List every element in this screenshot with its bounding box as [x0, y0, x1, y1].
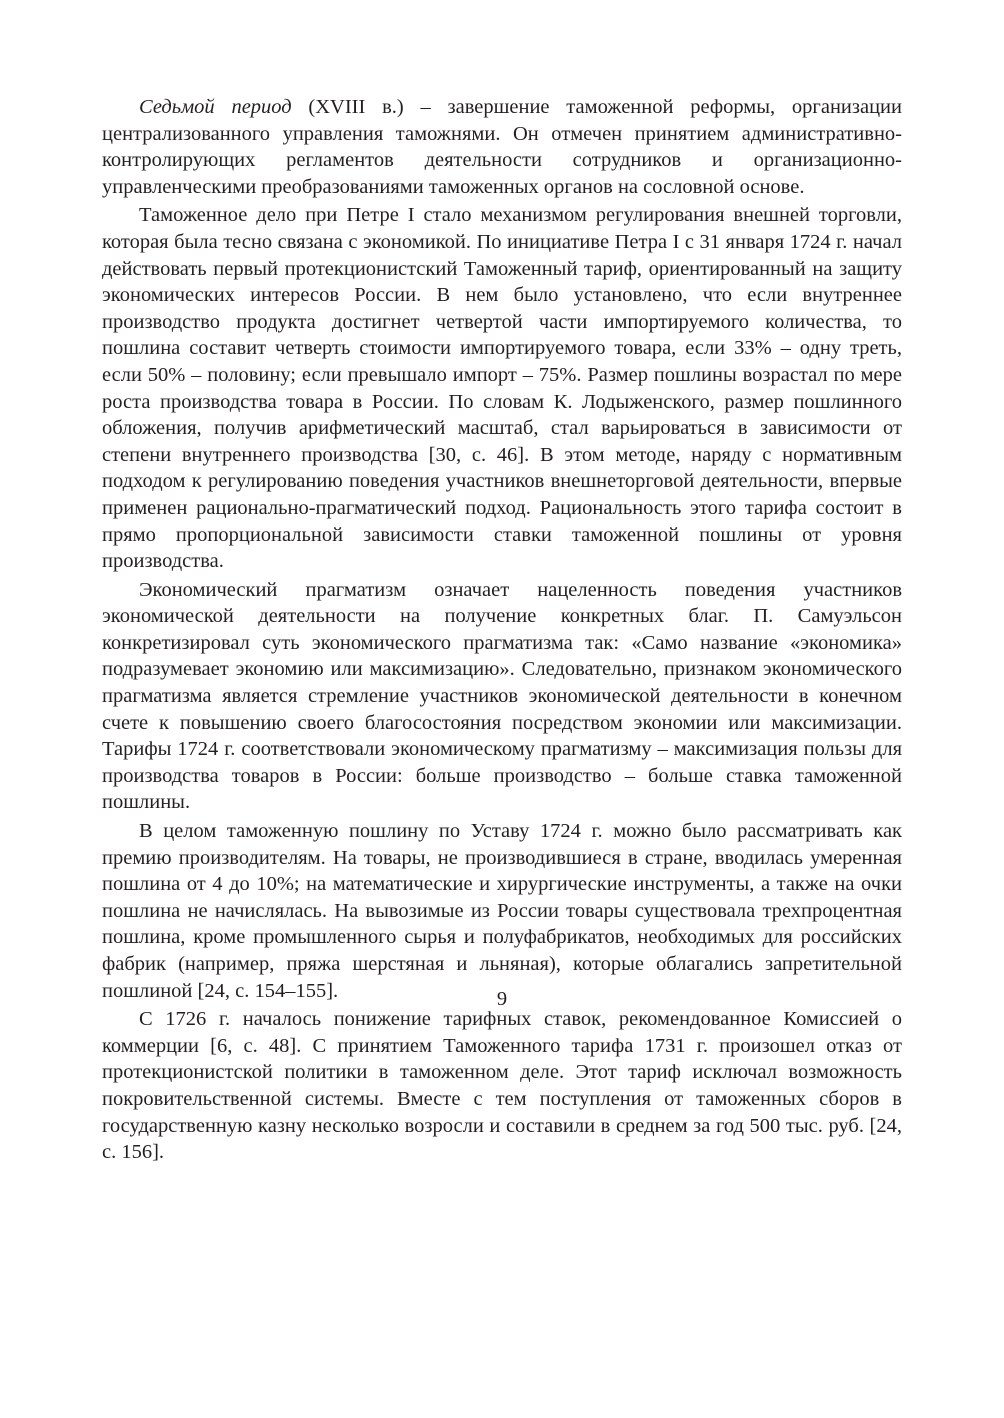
paragraph-text: В целом таможенную пошлину по Уставу 1724 г. можно было рассматривать как премию производителям. На товары, не производившиеся в стране, вводилась умеренная пошлина от 4 до 10%; на математические и хирургические инструменты, а также на очки пошлина не начислялась. На вывозимые из России товары существовала трехпроцентная пошлина, кроме промышленного сырья и полуфабрикатов, необходимых для российских фабрик (например, пряжа шерстяная и льняная), которые облагались запретительной пошлиной [24, с. 154–155].	[102, 820, 902, 1002]
paragraph-text: С 1726 г. началось понижение тарифных ставок, рекомендованное Комиссией о коммерции [6, с. 48]. С принятием Таможенного тарифа 1731 г. произошел отказ от протекционистской политики в таможенном деле. Этот тариф исключал возможность покровительственной системы. Вместе с тем поступления от таможенных сборов в государственную казну несколько возросли и составили в среднем за год 500 тыс. руб. [24, с. 156].	[102, 1008, 902, 1164]
paragraph-seventh-period	[102, 94, 902, 200]
paragraph-tariff-1726-1731	[102, 1006, 902, 1166]
paragraph-charter-1724	[102, 818, 902, 1004]
page-number: 9	[496, 988, 508, 1010]
paragraph-peter-tariff	[102, 202, 902, 574]
paragraph-text: Экономический прагматизм означает нацеленность поведения участников экономической деятельности на получение конкретных благ. П. Самуэльсон конкретизировал суть экономического прагматизма так: «Само название «экономика» подразумевает экономию или максимизацию». Следовательно, признаком экономического прагматизма является стремление участников экономической деятельности в конечном счете к повышению своего благосостояния посредством экономии или максимизации. Тарифы 1724 г. соответствовали экономическому прагматизму – максимизация пользы для производства товаров в России: больше производство – больше ставка таможенной пошлины.	[102, 578, 902, 814]
paragraph-text: (XVIII в.) – завершение таможенной реформы, организации централизованного управления таможнями. Он отмечен принятием административно-контролирующих регламентов деятельности сотрудников и организационно-управленческими преобразованиями таможенных органов на сословной основе.	[102, 96, 902, 198]
paragraph-text: Таможенное дело при Петре I стало механизмом регулирования внешней торговли, которая была тесно связана с экономикой. По инициативе Петра I с 31 января 1724 г. начал действовать первый протекционистский Таможенный тариф, ориентированный на защиту экономических интересов России. В нем было установлено, что если внутреннее производство продукта достигнет четвертой части импортируемого количества, то пошлина составит четверть стоимости импортируемого товара, если 33% – одну треть, если 50% – половину; если превышало импорт – 75%. Размер пошлины возрастал по мере роста производства товара в России. По словам К. Лодыженского, размер пошлинного обложения, получив арифметический масштаб, стал варьироваться в зависимости от степени внутреннего производства [30, с. 46]. В этом методе, наряду с нормативным подходом к регулированию поведения участников внешнеторговой деятельности, впервые применен рационально-прагматический подход. Рациональность этого тарифа состоит в прямо пропорциональной зависимости ставки таможенной пошлины от уровня производства.	[102, 204, 902, 573]
paragraph-economic-pragmatism	[102, 577, 902, 816]
paragraph-lead-italic: Седьмой период	[139, 96, 292, 118]
